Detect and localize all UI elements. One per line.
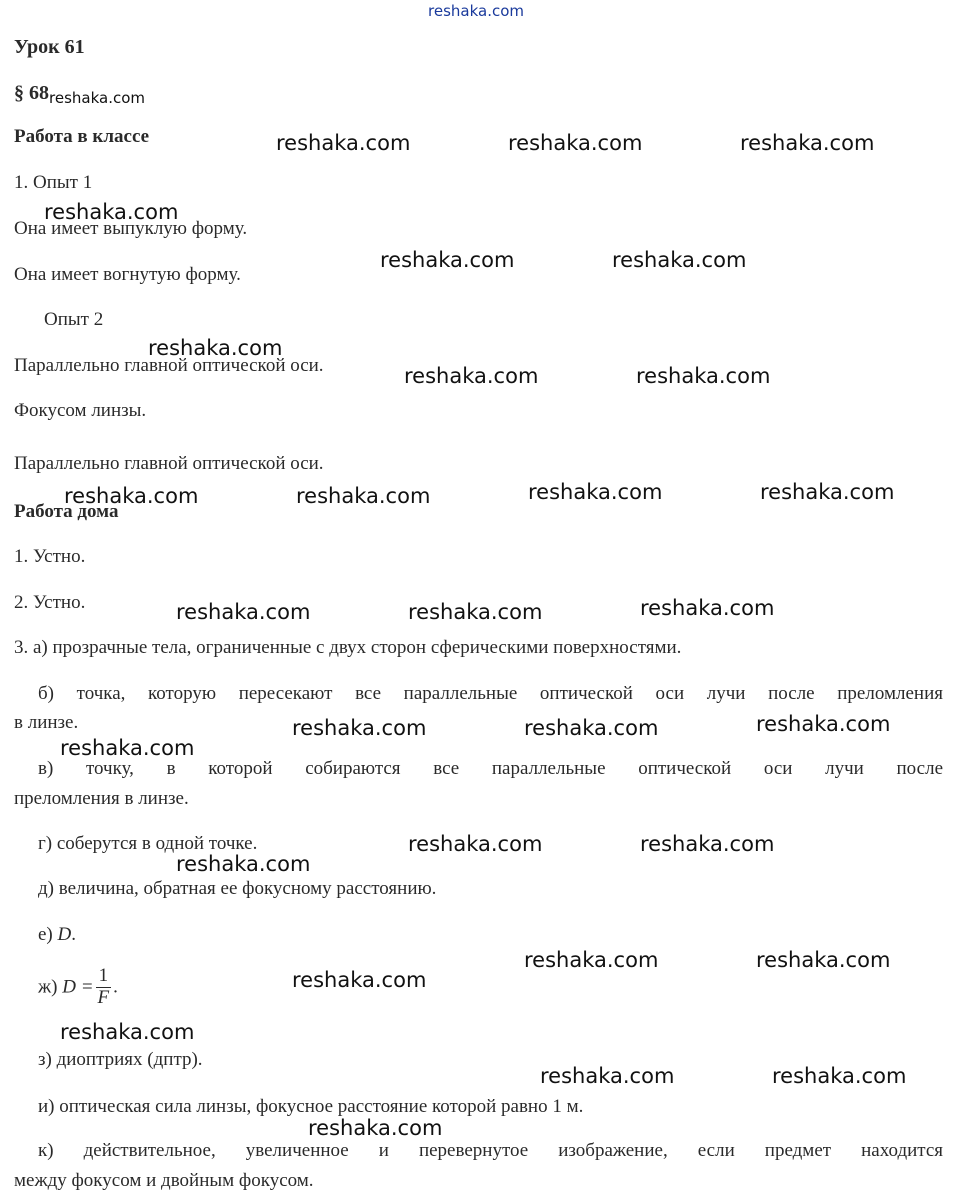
section-class-heading: Работа в классе [14,126,150,147]
watermark: reshaka.com [176,852,311,876]
home-answer-3v-line-1: в) точку, в которой собираются все параллельные оптической оси лучи после [38,758,943,779]
watermark: reshaka.com [292,716,427,740]
answer-3zh-prefix: ж) [38,976,63,998]
experiment-1-answer-2: Она имеет вогнутую форму. [14,264,241,285]
watermark: reshaka.com [756,948,891,972]
experiment-2-answer-1: Параллельно главной оптической оси. [14,355,324,376]
paragraph-number [14,82,145,105]
home-answer-3k-line-1: к) действительное, увеличенное и перевернутое изображение, если предмет находится [38,1140,943,1161]
home-answer-3v-line-2: преломления в линзе. [14,788,189,809]
answer-3e-prefix: е) [38,924,58,945]
watermark: reshaka.com [524,948,659,972]
watermark: reshaka.com [404,364,539,388]
fraction-numerator: 1 [96,966,112,988]
watermark: reshaka.com [64,484,199,508]
home-answer-3zh [38,966,118,1009]
watermark: reshaka.com [44,200,179,224]
paragraph-label: § 68 [14,82,49,104]
watermark: reshaka.com [540,1064,675,1088]
experiment-2-label: Опыт 2 [44,309,104,330]
watermark: reshaka.com [508,131,643,155]
watermark: reshaka.com [640,832,775,856]
home-answer-3b-line-1: б) точка, которую пересекают все параллельные оптической оси лучи после преломления [38,683,943,704]
watermark: reshaka.com [408,832,543,856]
experiment-1-answer-1: Она имеет выпуклую форму. [14,218,248,239]
answer-3zh-fraction [96,966,112,1009]
watermark: reshaka.com [640,596,775,620]
home-answer-3e [38,924,76,946]
watermark: reshaka.com [524,716,659,740]
lesson-title: Урок 61 [14,36,85,58]
watermark: reshaka.com [276,131,411,155]
answer-3e-suffix: . [71,924,76,945]
watermark: reshaka.com [60,736,195,760]
paragraph-watermark: reshaka.com [49,89,145,107]
home-answer-2: 2. Устно. [14,592,86,613]
home-answer-3d: д) величина, обратная ее фокусному расстоянию. [38,878,437,899]
watermark: reshaka.com [408,600,543,624]
watermark: reshaka.com [148,336,283,360]
fraction-denominator: F [97,986,110,1008]
watermark: reshaka.com [636,364,771,388]
watermark: reshaka.com [528,480,663,504]
home-answer-3b-line-2: в линзе. [14,712,79,733]
watermark: reshaka.com [308,1116,443,1140]
header-watermark: reshaka.com [428,2,524,20]
home-answer-3k-line-2: между фокусом и двойным фокусом. [14,1170,314,1191]
answer-3e-variable: D [57,924,72,945]
home-answer-3i: и) оптическая сила линзы, фокусное расстояние которой равно 1 м. [38,1096,584,1117]
home-answer-1: 1. Устно. [14,546,86,567]
watermark: reshaka.com [612,248,747,272]
watermark: reshaka.com [292,968,427,992]
experiment-2-answer-2: Фокусом линзы. [14,400,147,421]
watermark: reshaka.com [296,484,431,508]
watermark: reshaka.com [176,600,311,624]
watermark: reshaka.com [760,480,895,504]
watermark: reshaka.com [60,1020,195,1044]
section-home-heading: Работа дома [14,501,119,522]
answer-3zh-suffix: . [113,976,118,998]
home-answer-3z: з) диоптриях (дптр). [38,1049,203,1070]
watermark: reshaka.com [740,131,875,155]
answer-3zh-formula-lhs: D = [62,976,94,998]
watermark: reshaka.com [756,712,891,736]
experiment-1-label: 1. Опыт 1 [14,172,93,193]
experiment-2-answer-3: Параллельно главной оптической оси. [14,453,324,474]
watermark: reshaka.com [772,1064,907,1088]
home-answer-3g: г) соберутся в одной точке. [38,833,258,854]
home-answer-3a: 3. а) прозрачные тела, ограниченные с двух сторон сферическими поверхностями. [14,637,682,658]
watermark: reshaka.com [380,248,515,272]
